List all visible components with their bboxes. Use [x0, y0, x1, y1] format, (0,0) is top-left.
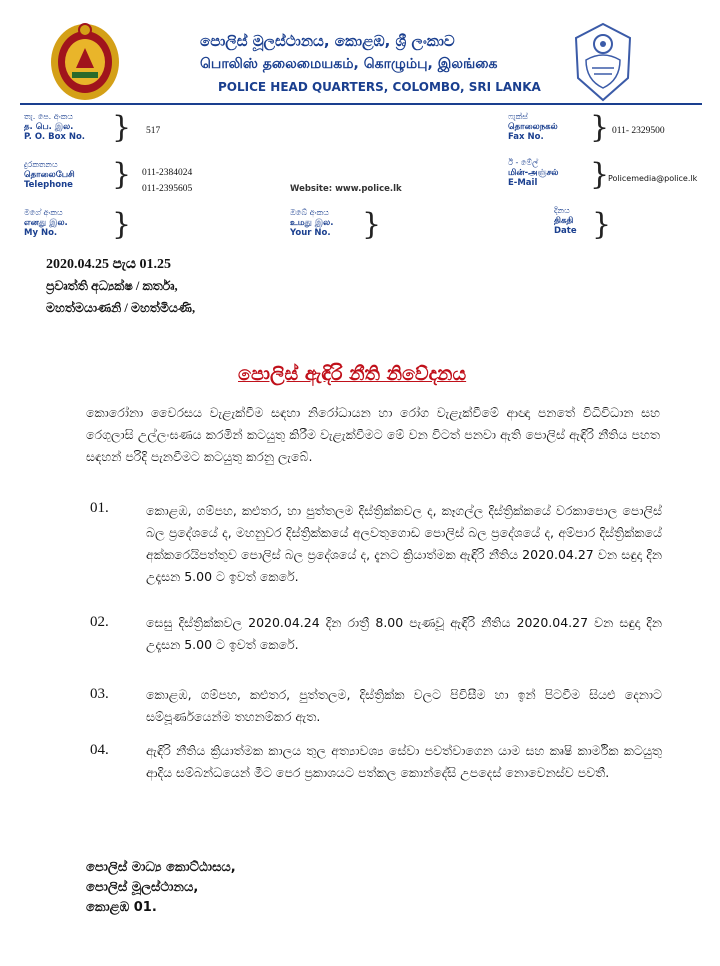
header-title-english: POLICE HEAD QUARTERS, COLOMBO, SRI LANKA	[218, 80, 541, 94]
po-box-brace: }	[112, 110, 132, 145]
release-datetime: 2020.04.25 පැය 01.25	[46, 257, 171, 272]
po-box-label: තැ. පෙ. අංකය த. பெ. இல. P. O. Box No.	[24, 112, 86, 142]
signature-line: කොළඹ 01.	[86, 900, 157, 915]
salutation-line: මහත්මයාණනි / මහත්මියණි,	[46, 301, 196, 315]
po-box-value: 517	[146, 126, 161, 136]
telephone-brace: }	[112, 157, 132, 192]
email-value[interactable]: Policemedia@police.lk	[608, 174, 698, 183]
header-title-tamil: பொலிஸ் தலைமையகம், கொழும்பு, இலங்கை	[200, 56, 498, 72]
signature-block	[86, 858, 236, 918]
fax-value: 011- 2329500	[612, 126, 665, 136]
item-text: සෙසු දිස්ත්‍රික්කවල 2020.04.24 දින රාත්‍රී 8.00 පැණවූ ඇඳිරි නීතිය 2020.04.27 වන සඳුදා දින උදෑසන 5.00 ට ඉවත් කෙරේ.	[146, 615, 662, 652]
my-no-brace: }	[112, 207, 132, 242]
telephone-label: දුරකතනය தொலைபேசி Telephone	[24, 160, 75, 190]
item-number: 02.	[90, 614, 109, 630]
sri-lanka-emblem-icon	[48, 18, 122, 102]
header-title-sinhala: පොලිස් මූලස්ථානය, කොළඹ, ශ්‍රී ලංකාව	[200, 32, 455, 50]
header-divider	[20, 103, 702, 105]
item-text: කොළඹ, ගම්පහ, කළුතර, හා පුත්තලම දිස්ත්‍රික්කවල ද, කෑගල්ල දිස්ත්‍රික්කයේ වරකාපොල පොලිස් බල ප්‍රදේශයේ ද, මහනුවර දිස්ත්‍රික්කයේ අලවතුගොඩ පොලිස් බල ප්‍රදේශයේ ද, අම්පාර දිස්ත්‍රික්කයේ අක්කරෙයිපත්තුව පොලිස් බල ප්‍රදේශයේ ද, දැනට ක්‍රියාත්මක ඇඳිරි නීතිය 2020.04.27 වන සඳුදා දින උදෑසන 5.00 ට ඉවත් කෙරේ.	[146, 503, 662, 584]
item-number: 01.	[90, 500, 109, 516]
item-text: ඇඳිරි නීතිය ක්‍රියාත්මක කාලය තුල අත්‍යාවශ්‍ය සේවා පවත්වාගෙන යාම සහ කෘෂි කාර්මික කටයුතු ආදිය සම්බන්ධයෙන් මීට පෙර ප්‍රකාශයට පත්කල කොන්දේසි උපදෙස් නොවෙනස්ව පවතී.	[146, 743, 662, 780]
website-link[interactable]: Website: www.police.lk	[290, 184, 402, 194]
your-no-label: ඔබේ අංකය உமது இல. Your No.	[290, 208, 334, 238]
email-label: ඊ - මේල් மின்-அஞ்சல் E-Mail	[508, 158, 559, 188]
date-brace: }	[592, 207, 612, 242]
notice-subject: පොලිස් ඇඳිරි නීති නිවේදනය	[238, 363, 467, 385]
telephone-value-2: 011-2395605	[142, 184, 193, 194]
signature-line: පොලිස් මාධ්‍ය කොට්ඨාසය,	[86, 860, 236, 875]
item-text: කොළඹ, ගම්පහ, කළුතර, පුත්තලම, දිස්ත්‍රික්ක වලට පිවිසීම හා ඉන් පිටවීම සියළු දෙනාට සම්පූර්ණයෙන්ම තහනම්කර ඇත.	[146, 687, 662, 724]
telephone-value-1: 011-2384024	[142, 168, 193, 178]
fax-brace: }	[590, 110, 610, 145]
intro-paragraph: කොරෝනා වෛරසය වැළැක්වීම සඳහා නිරෝධායන හා රෝග වැළැක්වීමේ ආඥා පනතේ විධිවිධාන සහ රෙගුලාසි උල්ලංඝණය කරමින් කටයුතු කිරීම වැළැක්වීමට මේ වන විටත් පනවා ඇති පොලිස් ඇඳිරි නීතිය පහත සඳහන් පරිදි පැනවීමට කටයුතු කරනු ලැබේ.	[86, 405, 660, 464]
signature-line: පොලිස් මූලස්ථානය,	[86, 880, 199, 895]
recipient-line: ප්‍රවෘත්ති අධ්‍යක්ෂ / කර්තෘ,	[46, 279, 178, 293]
my-no-label: මගේ අංකය எனது இல. My No.	[24, 208, 68, 238]
date-label: දිනය திகதி Date	[554, 206, 577, 236]
email-brace: }	[590, 157, 610, 192]
fax-label: ෆැක්ස් தொலைநகல் Fax No.	[508, 112, 558, 142]
your-no-brace: }	[362, 207, 382, 242]
item-number: 03.	[90, 686, 109, 702]
item-number: 04.	[90, 742, 109, 758]
